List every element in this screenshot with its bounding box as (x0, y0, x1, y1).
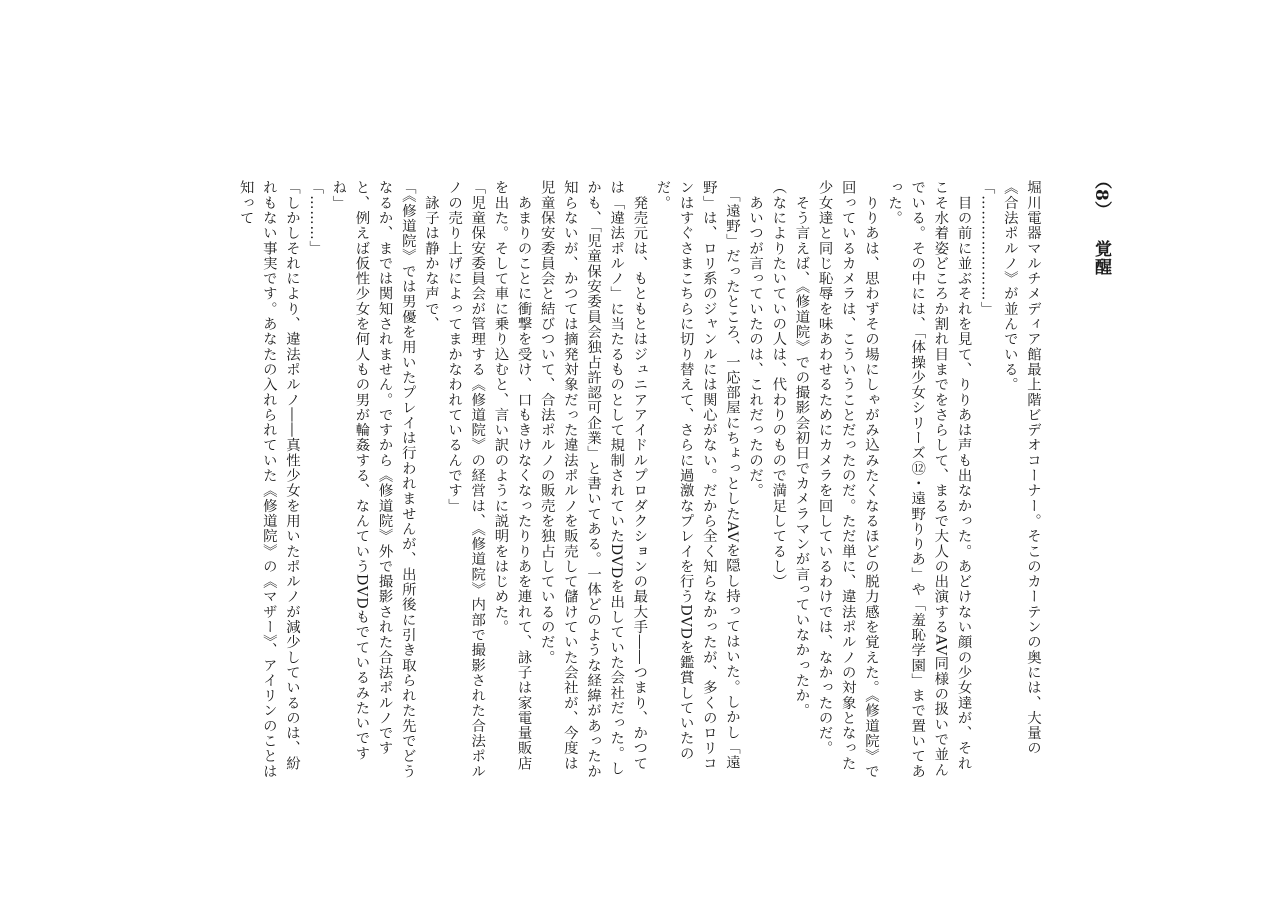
paragraph: あまりのことに衝撃を受け、口もきけなくなったりりあを連れて、詠子は家電量販店を出た。そして車に乗り込むと、言い訳のように説明をはじめた。 (492, 180, 532, 771)
paragraph: そう言えば、《修道院》での撮影会初日でカメラマンが言っていなかったか。 (793, 180, 810, 719)
paragraph: あいつが言っていたのは、これだったのだ。 (747, 180, 764, 499)
paragraph: りりあは、思わずその場にしゃがみ込みたくなるほどの脱力感を覚えた。《修道院》で回っているカメラは、こういうことだったのだ。ただ単に、違法ポルノの対象となった少女達と同じ恥辱を味あわせるためにカメラを回しているわけでは、なかったのだ。 (816, 180, 879, 779)
paragraph: 「《修道院》では男優を用いたプレイは行われませんが、出所後に引き取られた先でどうなるか、までは関知されません。ですから《修道院》外で撮影された合法ポルノですと、例えば仮性少女を何人もの男が輪姦する、なんていうDVDもでているみたいですね」 (330, 180, 416, 779)
paragraph: 「しかしそれにより、違法ポルノ――真性少女を用いたポルノが減少しているのは、紛れもない事実です。あなたの入れられていた《修道院》の《マザー》、アイリンのことは知って (237, 180, 300, 779)
paragraph: （なによりたいていの人は、代わりのもので満足してるし） (770, 180, 787, 590)
paragraph: 詠子は静かな声で、 (422, 180, 439, 332)
chapter-heading (1092, 172, 1109, 276)
paragraph: 「児童保安委員会が管理する《修道院》の経営は、《修道院》内部で撮影された合法ポルノの売り上げによってまかなわれているんです」 (446, 180, 486, 779)
paragraph: 「…………………」 (978, 180, 995, 317)
paragraph: 「………」 (307, 180, 324, 256)
paragraph: 「遠野」だったところ、一応部屋にちょっとしたAVを隠し持ってはいた。しかし「遠野」は、ロリ系のジャンルには関心がない。だから全く知らなかったが、多くのロリコンはすぐさまこちらに切り替えて、さらに過激なプレイを行うDVDを鑑賞していたのだ。 (654, 180, 740, 771)
chapter-number: （8） (1091, 172, 1111, 218)
chapter-title: 覚醒 (1091, 239, 1111, 276)
paragraph: 発売元は、もともとはジュニアアイドルプロダクションの最大手――つまり、かつては「違法ポルノ」に当たるものとして規制されていたDVDを出していた会社だった。しかも、「児童保安委員会独占許認可企業」と書いてある。一体どのような経緯があったか知らないが、かつては摘発対象だった違法ポルノを販売して儲けていた会社が、今度は児童保安委員会と結びついて、合法ポルノの販売を独占しているのだ。 (538, 180, 648, 779)
body-text (164, 180, 1044, 780)
paragraph: 堀川電器マルチメディア館最上階ビデオコーナー。そこのカーテンの奥には、大量の《合法ポルノ》が並んでいる。 (1001, 180, 1041, 756)
paragraph: 目の前に並ぶそれを見て、りりあは声も出なかった。あどけない顔の少女達が、それこそ水着姿どころか割れ目までをさらして、まるで大人の出演するAV同様の扱いで並んでいる。その中には、「体操少女シリーズ⑫・遠野りりあ」や「羞恥学園」まで置いてあった。 (886, 180, 972, 779)
